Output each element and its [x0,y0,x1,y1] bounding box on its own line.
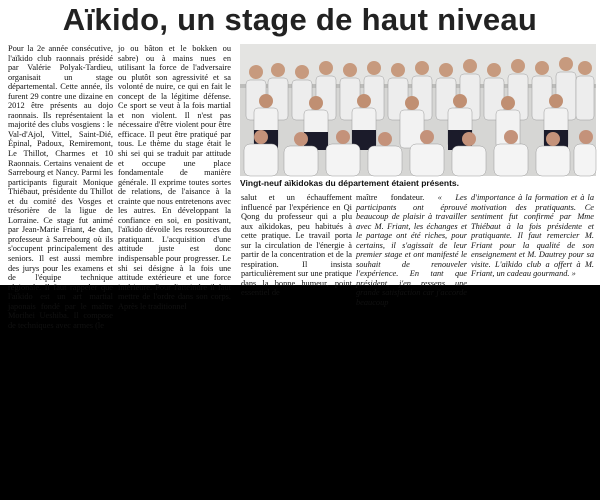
article-column-5: d'importance à la formation et à la motivation des pratiquants. Ce sentiment fut confirmé par Mme Thiébaut à la fois présidente et pratiquante. Il faut remercier M. Friant pour la qualité de son enseignement et M. Dautrey pour sa visite. L'aïkido club a offert à M. Friant, un cadeau gourmand. » [471,193,594,279]
article-column-1: Pour la 2e année consécutive, l'aïkido club raonnais présidé par Valérie Polyak-Tardieu, organisait un stage départemental. Cette année, ils furent 29 contre une dizaine en 2012 être présents au dojo raonnais. Ils représentaient la majorité des clubs vosgiens : le Val-d'Ajol, Vittel, Saint-Dié, Épinal, Padoux, Remiremont, Le Thillot, Charmes et 10 Raonnais. Certains venaient de Sarrebourg et Nancy. Parmi les participants figurait Monique Thiébaut, présidente du Thillot et du comité des Vosges et trésorière de la ligue de Lorraine. Ce stage fut animé par Jean-Marie Friant, 4e dan, professeur à Sarrebourg où ils s'occupent principalement des seniors. Il est aussi membre des jurys pour les examens et de l'équipe technique régionale. Il faut rappeler que l'aïkido est un art martial japonais fondé par le maître Morihei Ueshiba. Il compose de techniques avec armes (le [8,44,113,330]
group-photo-illustration [240,44,596,176]
article-column-4 [356,193,467,308]
group-photo [240,44,596,176]
column-4-plain-text: maître fondateur. [356,193,438,202]
photo-caption: Vingt-neuf aïkidokas du département étaient présents. [240,178,460,188]
article-title: Aïkido, un stage de haut niveau [62,2,538,37]
column-4-quote: « Les participants ont éprouvé beaucoup de plaisir à travailler avec M. Friant, les échanges et le partage ont été riches, pour certains, il s'agissait de leur premier stage et ont manifesté le souhait de renouveler l'expérience. En tant que président, j'en ressens une grande satisfaction car j'accorde beaucoup [356,193,467,308]
article-column-2: jo ou bâton et le bokken ou sabre) ou à mains nues en utilisant la force de l'adversaire ou plutôt son agressivité et sa volonté de nuire, ce qui en fait le concept de la légitime défense. Ce sport se veut à la fois martial et non violent. Il n'est pas nécessaire d'être violent pour être efficace. Il peut être pratiqué par tous. Le thème du stage était le shi sei qui se traduit par attitude et occupe une place fondamentale de manière générale. Il exprime toutes sortes de relations, de l'aisance à la crainte que nous entretenons avec les autres. En développant la confiance en soi, en positivant, l'aïkido dévoile les ressources du pratiquant. L'acquisition d'une attitude juste est donc indispensable pour progresser. Le shi sei désigne à la fois une attitude extérieure et une force intérieure. Pour l'atteindre il faut mettre de l'ordre dans son corps. Après le traditionnel [118,44,231,311]
article-column-3: salut et un échauffement influencé par l'expérience en Qi Qong du professeur qui a plu aux aïkidokas, peu habitués à cette pratique. Le travail porta sur la circulation de l'énergie à partir de la concentration et de la respiration. Il insista particulièrement sur une pratique dans la bonne humeur, point essentiel de [241,193,352,298]
